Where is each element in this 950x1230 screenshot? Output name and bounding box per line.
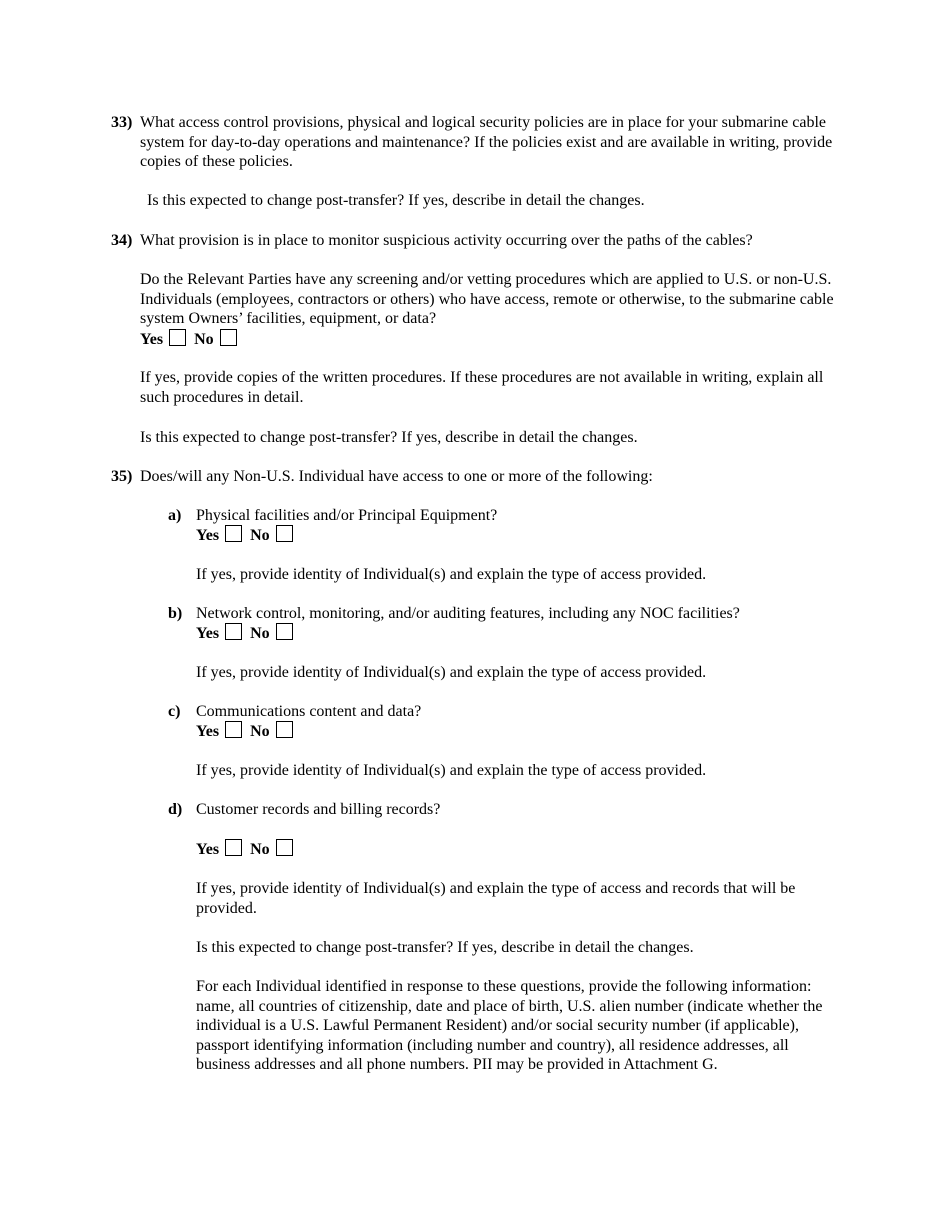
q35c-yes-no (196, 721, 301, 742)
yes-label: Yes (196, 625, 220, 642)
yes-checkbox[interactable] (225, 839, 242, 856)
yes-checkbox[interactable] (225, 721, 242, 738)
no-checkbox[interactable] (220, 329, 237, 346)
no-label: No (250, 625, 270, 642)
no-checkbox[interactable] (276, 525, 293, 542)
no-checkbox[interactable] (276, 623, 293, 640)
q34-yes-no (140, 329, 245, 350)
q35a-followup: If yes, provide identity of Individual(s) and explain the type of access provided. (196, 566, 707, 583)
q35a-text: Physical facilities and/or Principal Equipment? (196, 507, 498, 524)
q35d-letter: d) (168, 801, 183, 818)
no-checkbox[interactable] (276, 839, 293, 856)
no-checkbox[interactable] (276, 721, 293, 738)
yes-label: Yes (196, 841, 220, 858)
yes-checkbox[interactable] (225, 623, 242, 640)
yes-checkbox[interactable] (225, 525, 242, 542)
q35-number: 35) (111, 468, 133, 485)
q35d-yes-no (196, 839, 301, 860)
q33-text: What access control provisions, physical and logical security policies are in place for your submarine cable system for day-to-day operations and maintenance? If the policies exist and are available in writing, provide copies of these policies. (140, 114, 833, 171)
q35d-text: Customer records and billing records? (196, 801, 441, 818)
q35-info: For each Individual identified in response to these questions, provide the following information: name, all countries of citizenship, date and place of birth, U.S. alien number (indicate whether the individual is a U.S. Lawful Permanent Resident) and/or social security number (if applicable), passport identifying information (including number and country), all residence addresses, all business addresses and all phone numbers. PII may be provided in Attachment G. (196, 978, 823, 1074)
yes-checkbox[interactable] (169, 329, 186, 346)
q34-followup: Is this expected to change post-transfer? If yes, describe in detail the changes. (140, 429, 638, 446)
q33-followup: Is this expected to change post-transfer? If yes, describe in detail the changes. (147, 192, 645, 209)
q35a-letter: a) (168, 507, 182, 524)
q33-number: 33) (111, 114, 133, 131)
q34-screening: Do the Relevant Parties have any screening and/or vetting procedures which are applied to U.S. or non-U.S. Individuals (employees, contractors or others) who have access, remote or otherwise, to the submarine cable system Owners’ facilities, equipment, or data? (140, 271, 834, 328)
yes-label: Yes (140, 331, 164, 348)
q34-copies: If yes, provide copies of the written procedures. If these procedures are not available in writing, explain all such procedures in detail. (140, 369, 824, 406)
no-label: No (250, 841, 270, 858)
no-label: No (194, 331, 214, 348)
q35-text: Does/will any Non-U.S. Individual have access to one or more of the following: (140, 468, 653, 485)
q35b-text: Network control, monitoring, and/or auditing features, including any NOC facilities? (196, 605, 740, 622)
q35d-followup: If yes, provide identity of Individual(s) and explain the type of access and records that will be provided. (196, 880, 796, 917)
q35c-followup: If yes, provide identity of Individual(s) and explain the type of access provided. (196, 762, 707, 779)
q35c-text: Communications content and data? (196, 703, 422, 720)
yes-label: Yes (196, 527, 220, 544)
q34-number: 34) (111, 232, 133, 249)
no-label: No (250, 527, 270, 544)
q35b-followup: If yes, provide identity of Individual(s) and explain the type of access provided. (196, 664, 707, 681)
no-label: No (250, 723, 270, 740)
q35-change: Is this expected to change post-transfer? If yes, describe in detail the changes. (196, 939, 694, 956)
q35b-yes-no (196, 623, 301, 644)
q35b-letter: b) (168, 605, 183, 622)
yes-label: Yes (196, 723, 220, 740)
q34-text: What provision is in place to monitor suspicious activity occurring over the paths of the cables? (140, 232, 753, 249)
q35c-letter: c) (168, 703, 181, 720)
q35a-yes-no (196, 525, 301, 546)
